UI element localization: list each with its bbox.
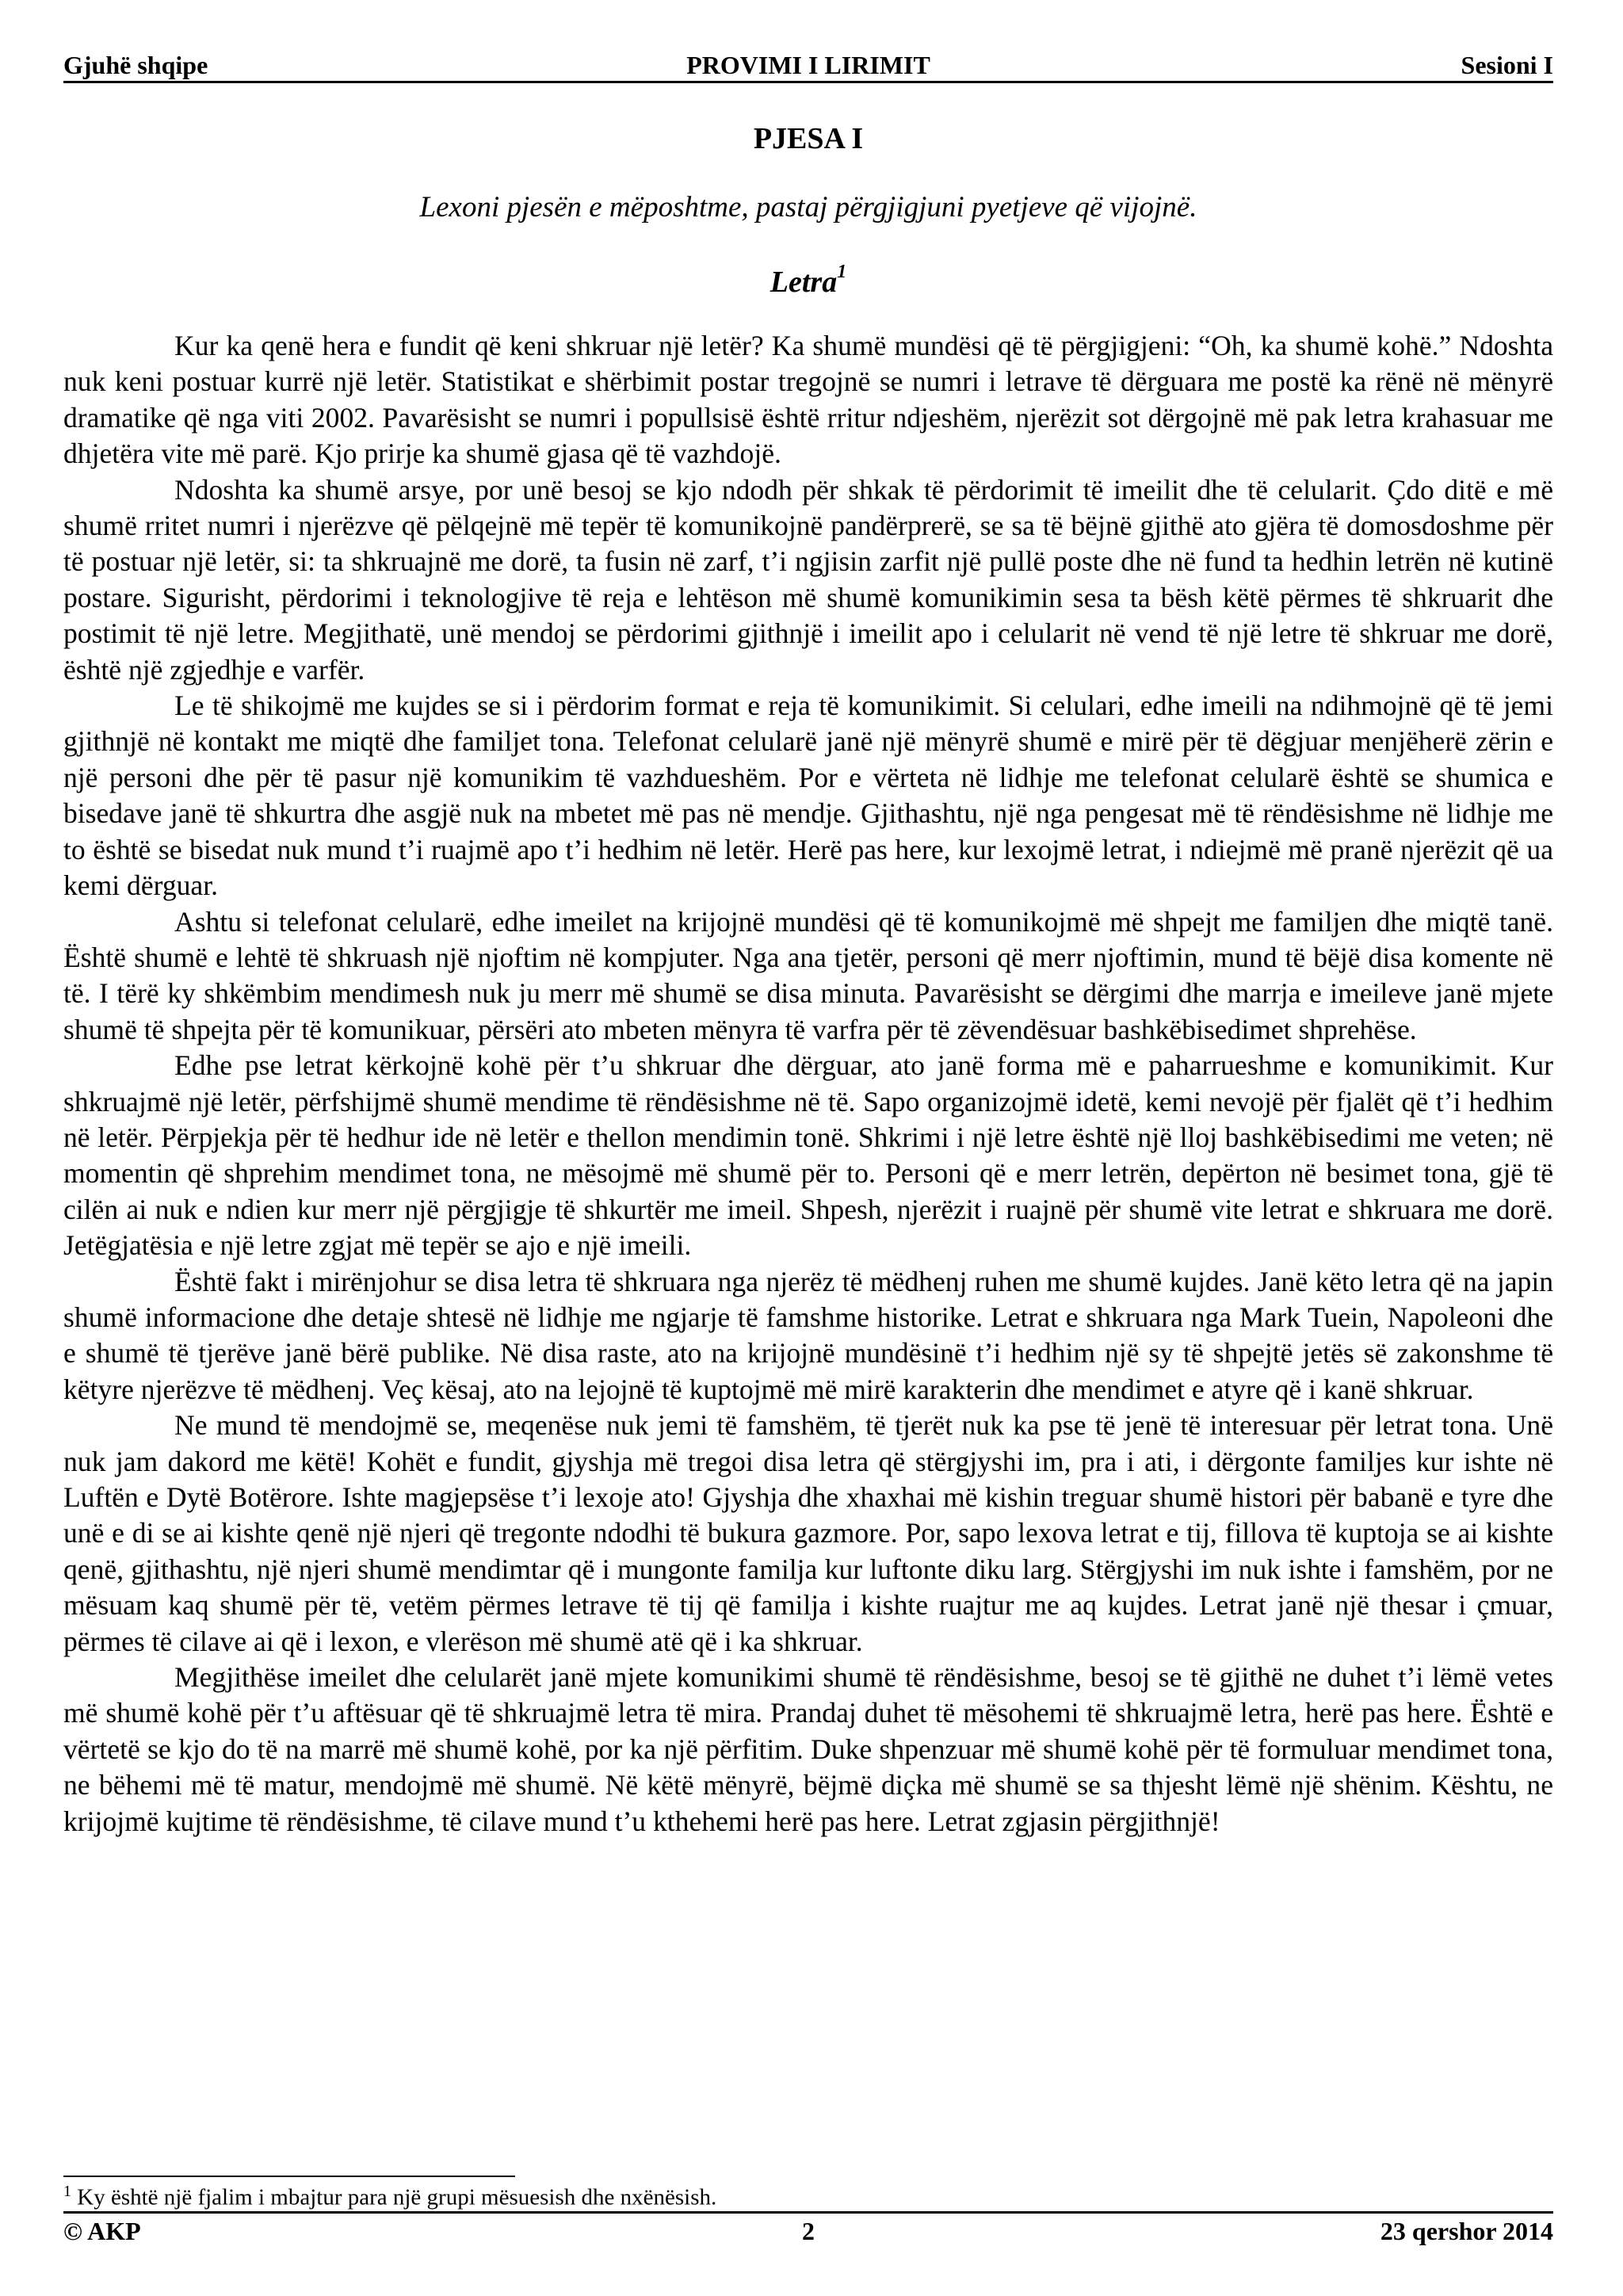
footnote-marker: 1 [63, 2183, 71, 2200]
footnote [63, 2183, 1553, 2211]
letter-title [63, 262, 1553, 300]
instruction-text: Lexoni pjesën e mëposhtme, pastaj përgjigjuni pyetjeve që vijojnë. [419, 191, 1197, 223]
page-number: 2 [802, 2217, 815, 2245]
letter-body [63, 328, 1553, 1839]
paragraph-6: Është fakt i mirënjohur se disa letra të shkruara nga njerëz të mëdhenj ruhen me shumë kujdes. Janë këto letra që na japin shumë informacione dhe detaje shtesë në lidhje me ngjarje të famshme historike. Letrat e shkruara nga Mark Tuein, Napoleoni dhe e shumë të tjerëve janë bërë publike. Në disa raste, ato na krijojnë mundësinë t’i hedhim një sy të shpejtë jetës së zakonshme të këtyre njerëzve të mëdhenj. Veç kësaj, ato na lejojnë të kuptojmë më mirë karakterin dhe mendimet e atyre që i kanë shkruar. [63, 1265, 1553, 1405]
header-session: Sesioni I [1461, 51, 1553, 79]
page-header [63, 49, 1553, 83]
paragraph-8: Megjithëse imeilet dhe celularët janë mjete komunikimi shumë të rëndësishme, besoj se të gjithë ne duhet t’i lëmë vetes më shumë kohë për t’u aftësuar që të shkruajmë letra të mira. Prandaj duhet të mësohemi të shkruajmë letra, herë pas here. Është e vërtetë se kjo do të na marrë më shumë kohë, por ka një përfitim. Duke shpenzuar më shumë kohë për të formuluar mendimet tona, ne bëhemi më të matur, mendojmë më shumë. Në këtë mënyrë, bëjmë diçka më shumë se sa thjesht lëmë një shënim. Kështu, ne krijojmë kujtime të rëndësishme, të cilave mund t’u kthehemi herë pas here. Letrat zgjasin përgjithnjë! [63, 1661, 1553, 1837]
letter-title-text: Letra [769, 266, 838, 299]
header-exam-title: PROVIMI I LIRIMIT [686, 51, 930, 79]
paragraph-5: Edhe pse letrat kërkojnë kohë për t’u shkruar dhe dërguar, ato janë forma më e paharrueshme e komunikimit. Kur shkruajmë një letër, përfshijmë shumë mendime të rëndësishme në të. Sapo organizojmë idetë, kemi nevojë për fjalët që t’i hedhim në letër. Përpjekja për të hedhur ide në letër e thellon mendimin tonë. Shkrimi i një letre është një lloj bashkëbisedimi me veten; në momentin që shprehim mendimet tona, ne mësojmë më shumë për to. Personi që e merr letrën, depërton në besimet tona, gjë të cilën ai nuk e ndien kur merr një përgjigje të shkurtër me imeil. Shpesh, njerëzit i ruajnë për shumë vite letrat e shkruara me dorë. Jetëgjatësia e një letre zgjat më tepër se ajo e një imeili. [63, 1049, 1553, 1262]
header-subject: Gjuhë shqipe [63, 51, 208, 79]
footnote-reference: 1 [837, 262, 847, 283]
footer-date: 23 qershor 2014 [1380, 2217, 1553, 2245]
footer-copyright: © AKP [63, 2217, 141, 2245]
paragraph-7: Ne mund të mendojmë se, meqenëse nuk jemi të famshëm, të tjerët nuk ka pse të jenë të interesuar për letrat tona. Unë nuk jam dakord me këtë! Kohët e fundit, gjyshja më tregoi disa letra që stërgjyshi im, pra i ati, i dërgonte familjes kur ishte në Luftën e Dytë Botërore. Ishte magjepsëse t’i lexoje ato! Gjyshja dhe xhaxhai më kishin treguar shumë histori për babanë e tyre dhe unë e di se ai kishte qenë një njeri që tregonte ndodhi të bukura gazmore. Por, sapo lexova letrat e tij, fillova të kuptoja se ai kishte qenë, gjithashtu, një njeri shumë mendimtar që i mungonte familja kur luftonte diku larg. Stërgjyshi im nuk ishte i famshëm, por ne mësuam kaq shumë për të, vetëm përmes letrave të tij që familja i kishte ruajtur me aq kujdes. Letrat janë një thesar i çmuar, përmes të cilave ai që i lexon, e vlerëson më shumë atë që i ka shkruar. [63, 1409, 1553, 1657]
paragraph-3: Le të shikojmë me kujdes se si i përdorim format e reja të komunikimit. Si celulari, edhe imeili na ndihmojnë që të jemi gjithnjë në kontakt me miqtë dhe familjet tona. Telefonat celularë janë një mënyrë shumë e mirë për të dëgjuar menjëherë zërin e një personi dhe për të pasur një komunikim të vazhdueshëm. Por e vërteta në lidhje me telefonat celularë është se shumica e bisedave janë të shkurtra dhe asgjë nuk na mbetet më pas në mendje. Gjithashtu, një nga pengesat më të rëndësishme në lidhje me to është se bisedat nuk mund t’i ruajmë apo t’i hedhim në letër. Herë pas here, kur lexojmë letrat, i ndiejmë më pranë njerëzit që ua kemi dërguar. [63, 690, 1553, 902]
paragraph-1: Kur ka qenë hera e fundit që keni shkruar një letër? Ka shumë mundësi që të përgjigjeni: “Oh, ka shumë kohë.” Ndoshta nuk keni postuar kurrë një letër. Statistikat e shërbimit postar tregojnë se numri i letrave të dërguara me postë ka rënë në mënyrë dramatike që nga viti 2002. Pavarësisht se numri i popullsisë është rritur ndjeshëm, njerëzit sot dërgojnë më pak letra krahasuar me dhjetëra vite më parë. Kjo prirje ka shumë gjasa që të vazhdojë. [63, 330, 1553, 470]
paragraph-2: Ndoshta ka shumë arsye, por unë besoj se kjo ndodh për shkak të përdorimit të imeilit dhe të celularit. Çdo ditë e më shumë rritet numri i njerëzve që pëlqejnë më tepër të komunikojnë pandërprerë, se sa të bëjnë gjithë ato gjëra të domosdoshme për të postuar një letër, si: ta shkruajnë me dorë, ta fusin në zarf, t’i ngjisin zarfit një pullë poste dhe në fund ta hedhin letrën në kutinë postare. Sigurisht, përdorimi i teknologjive të reja e lehtëson më shumë komunikimin sesa ta bësh këtë përmes të shkruarit dhe postimit të një letre. Megjithatë, unë mendoj se përdorimi gjithnjë i imeilit apo i celularit në vend të një letre të shkruar me dorë, është një zgjedhje e varfër. [63, 473, 1553, 686]
footnote-text: Ky është një fjalim i mbajtur para një grupi mësuesish dhe nxënësish. [77, 2184, 717, 2210]
part-title: PJESA I [753, 122, 864, 155]
paragraph-4: Ashtu si telefonat celularë, edhe imeilet na krijojnë mundësi që të komunikojmë më shpejt me familjen dhe miqtë tanë. Është shumë e lehtë të shkruash një njoftim në kompjuter. Nga ana tjetër, personi që merr njoftimin, mund të bëjë disa komente në të. I tërë ky shkëmbim mendimesh nuk ju merr më shumë se disa minuta. Pavarësisht se dërgimi dhe marrja e imeileve janë mjete shumë të shpejta për të komunikuar, përsëri ato mbeten mënyra të varfra për të zëvendësuar bashkëbisedimet shprehëse. [63, 905, 1553, 1045]
page-footer [63, 2211, 1553, 2248]
footnote-divider [63, 2176, 515, 2177]
